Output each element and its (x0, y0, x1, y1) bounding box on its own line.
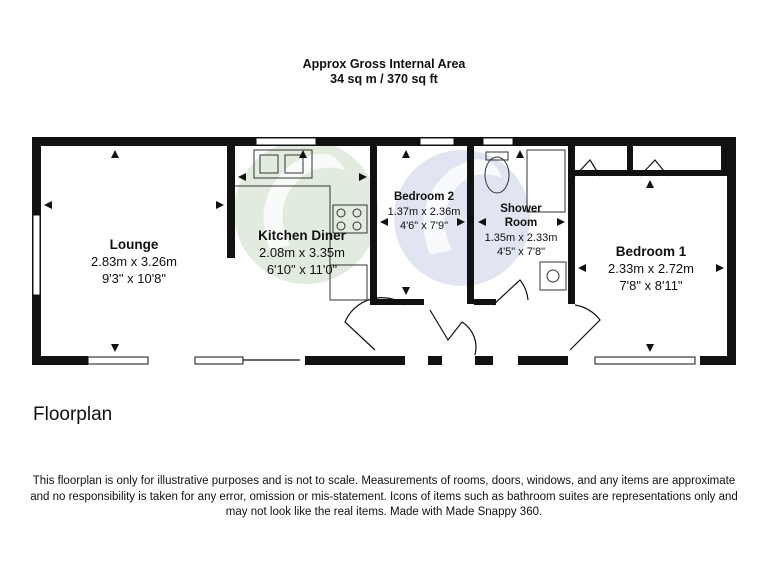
room-bedroom-1 (608, 244, 694, 293)
lounge-metric: 2.83m x 3.26m (91, 254, 177, 269)
room-kitchen-diner (258, 228, 347, 277)
floorplan-label: Floorplan (33, 404, 113, 425)
bedroom2-imperial: 4'6" x 7'9" (399, 220, 449, 232)
kitchen-name: Kitchen Diner (258, 228, 346, 243)
disclaimer-line-3: may not look like the real items. Made with Made Snappy 360. (225, 506, 543, 518)
shower-name-line2: Room (504, 217, 538, 229)
bedroom2-metric: 1.37m x 2.36m (387, 206, 461, 218)
kitchen-imperial: 6'10" x 11'0" (266, 262, 338, 277)
bedroom1-name: Bedroom 1 (615, 244, 687, 259)
bedroom1-metric: 2.33m x 2.72m (608, 261, 694, 276)
gross-area-title: Approx Gross Internal Area (302, 57, 466, 71)
lounge-imperial: 9'3" x 10'8" (101, 271, 167, 286)
kitchen-metric: 2.08m x 3.35m (259, 245, 345, 260)
disclaimer-line-1: This floorplan is only for illustrative purposes and is not to scale. Measurements of rooms, doors, windows, and any items are approximate (32, 475, 736, 487)
bedroom2-name: Bedroom 2 (393, 191, 455, 203)
bedroom1-imperial: 7'8" x 8'11" (619, 278, 683, 293)
lounge-name: Lounge (109, 237, 159, 252)
disclaimer-line-2: and no responsibility is taken for any error, omission or mis-statement. Icons of items such as bathroom suites are representations only and (30, 490, 738, 503)
basin-icon (540, 262, 566, 290)
shower-imperial: 4'5" x 7'8" (496, 246, 546, 258)
shower-metric: 1.35m x 2.33m (484, 232, 558, 244)
gross-area-value: 34 sq m / 370 sq ft (330, 72, 438, 86)
room-lounge (91, 237, 177, 286)
shower-name-line1: Shower (500, 203, 542, 215)
disclaimer (0, 474, 768, 521)
